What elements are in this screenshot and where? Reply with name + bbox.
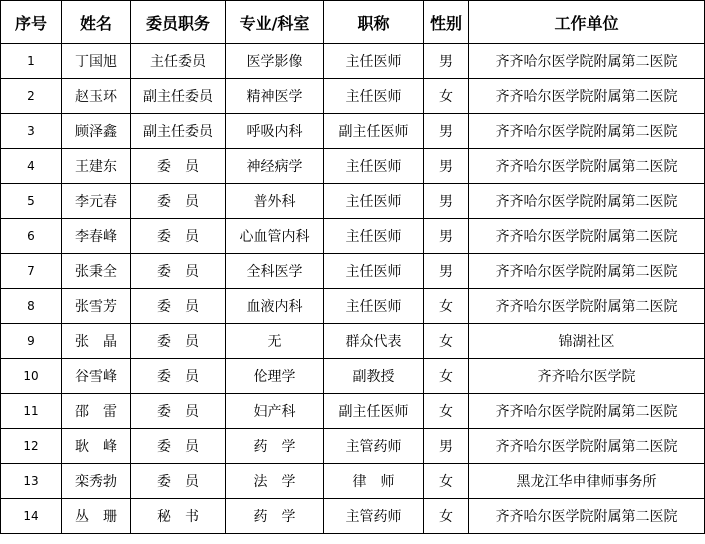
- cell-workplace: 齐齐哈尔医学院: [469, 359, 705, 394]
- cell-gender: 男: [424, 149, 469, 184]
- cell-name: 谷雪峰: [62, 359, 131, 394]
- cell-index: 12: [1, 429, 62, 464]
- cell-workplace: 齐齐哈尔医学院附属第二医院: [469, 289, 705, 324]
- cell-gender: 女: [424, 394, 469, 429]
- cell-title: 主管药师: [324, 499, 424, 534]
- table-row: [1, 394, 705, 429]
- table-row: [1, 464, 705, 499]
- cell-workplace: 齐齐哈尔医学院附属第二医院: [469, 499, 705, 534]
- cell-gender: 男: [424, 184, 469, 219]
- cell-index: 3: [1, 114, 62, 149]
- header-index: 序号: [1, 1, 62, 44]
- cell-name: 耿 峰: [62, 429, 131, 464]
- cell-index: 1: [1, 44, 62, 79]
- cell-committee-role: 委 员: [131, 254, 226, 289]
- cell-index: 9: [1, 324, 62, 359]
- cell-specialty: 呼吸内科: [226, 114, 324, 149]
- cell-title: 副教授: [324, 359, 424, 394]
- cell-index: 14: [1, 499, 62, 534]
- cell-workplace: 齐齐哈尔医学院附属第二医院: [469, 44, 705, 79]
- cell-title: 副主任医师: [324, 394, 424, 429]
- cell-workplace: 黑龙江华申律师事务所: [469, 464, 705, 499]
- table-row: [1, 254, 705, 289]
- table-header-row: [1, 1, 705, 44]
- cell-specialty: 普外科: [226, 184, 324, 219]
- cell-name: 李元春: [62, 184, 131, 219]
- cell-workplace: 齐齐哈尔医学院附属第二医院: [469, 184, 705, 219]
- cell-workplace: 齐齐哈尔医学院附属第二医院: [469, 114, 705, 149]
- cell-title: 主任医师: [324, 79, 424, 114]
- cell-index: 4: [1, 149, 62, 184]
- cell-title: 副主任医师: [324, 114, 424, 149]
- cell-name: 张秉全: [62, 254, 131, 289]
- cell-specialty: 精神医学: [226, 79, 324, 114]
- header-committee-role: 委员职务: [131, 1, 226, 44]
- cell-workplace: 齐齐哈尔医学院附属第二医院: [469, 79, 705, 114]
- cell-committee-role: 委 员: [131, 324, 226, 359]
- header-specialty: 专业/科室: [226, 1, 324, 44]
- cell-gender: 男: [424, 114, 469, 149]
- cell-gender: 女: [424, 79, 469, 114]
- table-row: [1, 219, 705, 254]
- cell-name: 赵玉环: [62, 79, 131, 114]
- cell-committee-role: 副主任委员: [131, 79, 226, 114]
- cell-title: 主任医师: [324, 219, 424, 254]
- cell-gender: 女: [424, 289, 469, 324]
- cell-index: 7: [1, 254, 62, 289]
- table-row: [1, 149, 705, 184]
- cell-name: 张雪芳: [62, 289, 131, 324]
- cell-committee-role: 委 员: [131, 429, 226, 464]
- cell-index: 13: [1, 464, 62, 499]
- header-gender: 性别: [424, 1, 469, 44]
- cell-committee-role: 主任委员: [131, 44, 226, 79]
- cell-name: 顾泽鑫: [62, 114, 131, 149]
- cell-index: 5: [1, 184, 62, 219]
- cell-committee-role: 委 员: [131, 464, 226, 499]
- table-row: [1, 324, 705, 359]
- cell-specialty: 神经病学: [226, 149, 324, 184]
- cell-gender: 女: [424, 324, 469, 359]
- cell-name: 邵 雷: [62, 394, 131, 429]
- cell-committee-role: 委 员: [131, 394, 226, 429]
- cell-committee-role: 委 员: [131, 219, 226, 254]
- header-title: 职称: [324, 1, 424, 44]
- table-row: [1, 44, 705, 79]
- cell-workplace: 锦湖社区: [469, 324, 705, 359]
- cell-specialty: 医学影像: [226, 44, 324, 79]
- cell-gender: 女: [424, 499, 469, 534]
- table-row: [1, 114, 705, 149]
- table-row: [1, 429, 705, 464]
- table-row: [1, 499, 705, 534]
- cell-name: 栾秀勃: [62, 464, 131, 499]
- table-row: [1, 289, 705, 324]
- header-workplace: 工作单位: [469, 1, 705, 44]
- table-body: [1, 44, 705, 534]
- cell-title: 律 师: [324, 464, 424, 499]
- cell-index: 10: [1, 359, 62, 394]
- cell-workplace: 齐齐哈尔医学院附属第二医院: [469, 429, 705, 464]
- cell-specialty: 药 学: [226, 499, 324, 534]
- cell-committee-role: 副主任委员: [131, 114, 226, 149]
- table-row: [1, 359, 705, 394]
- cell-specialty: 药 学: [226, 429, 324, 464]
- cell-title: 主任医师: [324, 184, 424, 219]
- cell-specialty: 法 学: [226, 464, 324, 499]
- cell-title: 主任医师: [324, 289, 424, 324]
- cell-name: 张 晶: [62, 324, 131, 359]
- cell-index: 6: [1, 219, 62, 254]
- cell-committee-role: 委 员: [131, 359, 226, 394]
- cell-committee-role: 委 员: [131, 149, 226, 184]
- cell-gender: 男: [424, 219, 469, 254]
- cell-title: 群众代表: [324, 324, 424, 359]
- cell-index: 2: [1, 79, 62, 114]
- cell-specialty: 血液内科: [226, 289, 324, 324]
- cell-name: 丁国旭: [62, 44, 131, 79]
- cell-workplace: 齐齐哈尔医学院附属第二医院: [469, 394, 705, 429]
- cell-committee-role: 秘 书: [131, 499, 226, 534]
- cell-gender: 男: [424, 429, 469, 464]
- cell-gender: 女: [424, 359, 469, 394]
- cell-gender: 男: [424, 254, 469, 289]
- cell-specialty: 无: [226, 324, 324, 359]
- cell-specialty: 全科医学: [226, 254, 324, 289]
- cell-workplace: 齐齐哈尔医学院附属第二医院: [469, 149, 705, 184]
- cell-specialty: 伦理学: [226, 359, 324, 394]
- cell-name: 丛 珊: [62, 499, 131, 534]
- cell-index: 8: [1, 289, 62, 324]
- cell-specialty: 妇产科: [226, 394, 324, 429]
- cell-workplace: 齐齐哈尔医学院附属第二医院: [469, 219, 705, 254]
- table-row: [1, 79, 705, 114]
- header-name: 姓名: [62, 1, 131, 44]
- cell-title: 主管药师: [324, 429, 424, 464]
- cell-specialty: 心血管内科: [226, 219, 324, 254]
- cell-name: 李春峰: [62, 219, 131, 254]
- cell-name: 王建东: [62, 149, 131, 184]
- cell-committee-role: 委 员: [131, 184, 226, 219]
- cell-workplace: 齐齐哈尔医学院附属第二医院: [469, 254, 705, 289]
- cell-committee-role: 委 员: [131, 289, 226, 324]
- cell-gender: 男: [424, 44, 469, 79]
- table-row: [1, 184, 705, 219]
- cell-title: 主任医师: [324, 44, 424, 79]
- cell-index: 11: [1, 394, 62, 429]
- cell-gender: 女: [424, 464, 469, 499]
- cell-title: 主任医师: [324, 254, 424, 289]
- cell-title: 主任医师: [324, 149, 424, 184]
